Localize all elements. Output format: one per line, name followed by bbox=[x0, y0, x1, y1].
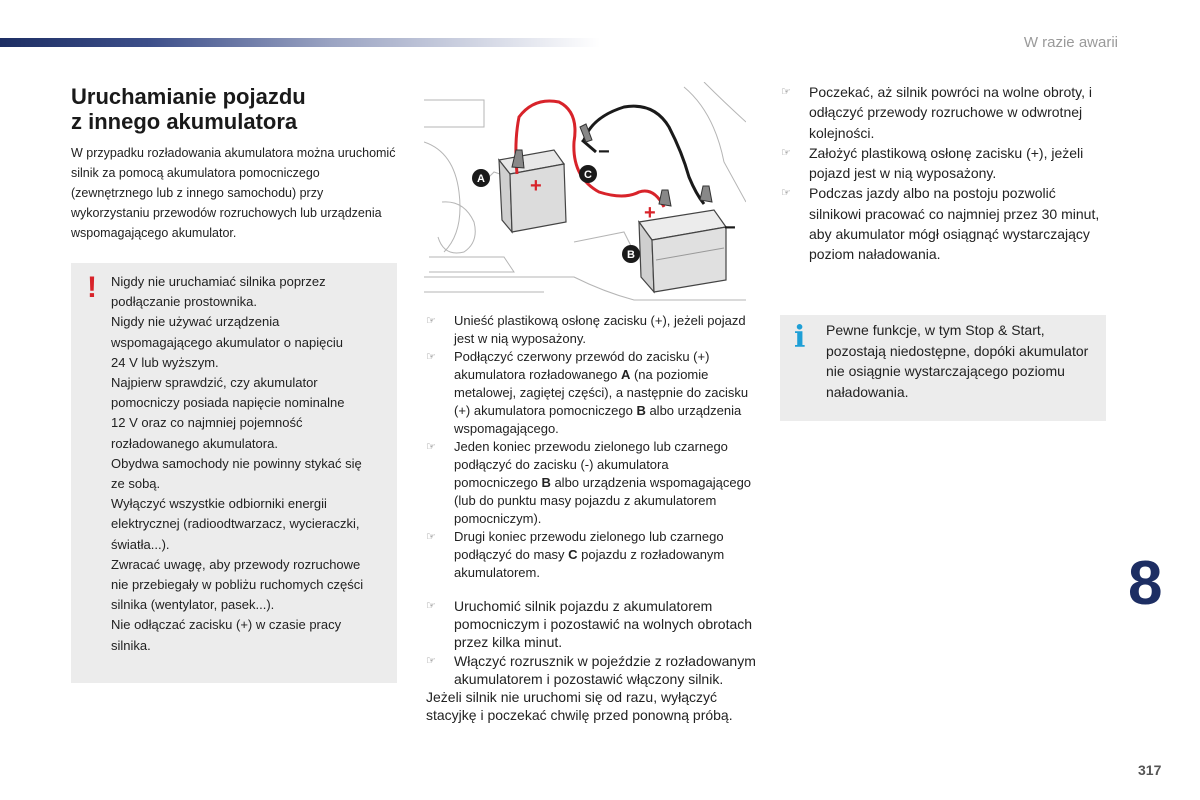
step-item bbox=[781, 183, 1101, 264]
step-text: Drugi koniec przewodu zielonego lub czarnego podłączyć do masy bbox=[454, 529, 724, 562]
warning-line: rozładowanego akumulatora. bbox=[111, 435, 278, 451]
step-item bbox=[426, 597, 756, 652]
warning-line: ze sobą. bbox=[111, 476, 161, 492]
step-text: Założyć plastikową osłonę zacisku (+), jeżeli pojazd jest w nią wyposażony. bbox=[809, 144, 1084, 182]
warning-line: 24 V lub wyższym. bbox=[111, 354, 219, 370]
page-title bbox=[71, 84, 401, 134]
step-bold: A bbox=[620, 367, 631, 382]
warning-line: silnika (wentylator, pasek...). bbox=[111, 597, 275, 613]
exclamation-icon: ! bbox=[87, 271, 97, 304]
pointing-hand-icon: ☞ bbox=[426, 441, 436, 453]
step-item bbox=[781, 143, 1101, 184]
retry-note: Jeżeli silnik nie uruchomi się od razu, wyłączyć stacyjkę i poczekać chwilę przed ponowną próbą. bbox=[426, 689, 733, 724]
pointing-hand-icon: ☞ bbox=[426, 600, 436, 612]
step-item bbox=[781, 82, 1101, 143]
pointing-hand-icon: ☞ bbox=[426, 531, 436, 543]
minus-mark-b: − bbox=[724, 217, 736, 239]
steps-list bbox=[426, 312, 756, 582]
plus-mark-b: + bbox=[644, 202, 656, 224]
pointing-hand-icon: ☞ bbox=[426, 351, 436, 363]
step-text: pojazdu z rozładowanym akumulatorem. bbox=[454, 547, 725, 580]
warning-text bbox=[111, 272, 386, 656]
warning-line: Wyłączyć wszystkie odbiorniki energii bbox=[111, 496, 327, 512]
pointing-hand-icon: ☞ bbox=[426, 315, 436, 327]
warning-line: Nigdy nie uruchamiać silnika poprzez bbox=[111, 274, 326, 289]
step-text: Unieść plastikową osłonę zacisku (+), jeżeli pojazd jest w nią wyposażony. bbox=[454, 313, 746, 346]
jump-start-illustration bbox=[424, 82, 746, 304]
step-text: albo urządzenia wspomagającego (lub do punktu masy pojazdu z akumulatorem pomocniczym). bbox=[454, 475, 752, 526]
info-icon: i bbox=[794, 320, 806, 355]
step-text: albo urządzenia wspomagającego. bbox=[454, 403, 742, 436]
step-item bbox=[426, 348, 756, 438]
title-line-1: Uruchamianie pojazdu bbox=[71, 84, 306, 109]
warning-line: wspomagającego akumulator o napięciu bbox=[111, 334, 343, 350]
step-bold: B bbox=[636, 403, 646, 418]
info-text: Pewne funkcje, w tym Stop & Start, pozostają niedostępne, dopóki akumulator nie osiągnie wystarczającego poziomu naładowania. bbox=[826, 322, 1089, 400]
step-bold: C bbox=[568, 547, 578, 562]
chapter-number: 8 bbox=[1128, 549, 1163, 618]
step-text: (na poziomie metalowej, zagiętej części), a następnie do zacisku (+) akumulatora pomocniczego bbox=[454, 367, 749, 418]
steps-list-continued bbox=[426, 597, 756, 724]
step-text: Poczekać, aż silnik powróci na wolne obroty, i odłączyć przewody rozruchowe w odwrotnej kolejności. bbox=[809, 84, 1092, 141]
warning-line: Najpierw sprawdzić, czy akumulator bbox=[111, 375, 318, 391]
label-b: B bbox=[627, 249, 635, 261]
final-steps-list bbox=[781, 82, 1101, 265]
pointing-hand-icon: ☞ bbox=[781, 146, 791, 159]
warning-line: Obydwa samochody nie powinny stykać się bbox=[111, 455, 362, 471]
info-box bbox=[780, 315, 1106, 421]
plus-mark-a: + bbox=[530, 175, 542, 197]
pointing-hand-icon: ☞ bbox=[781, 86, 791, 98]
step-text: Jeden koniec przewodu zielonego lub czarnego podłączyć do zacisku (-) akumulatora pomocniczego bbox=[454, 439, 728, 490]
warning-line: światła...). bbox=[111, 536, 170, 552]
warning-box bbox=[71, 263, 397, 683]
step-item bbox=[426, 312, 756, 348]
warning-line: elektrycznej (radioodtwarzacz, wycieraczki, bbox=[111, 516, 360, 532]
step-item bbox=[426, 528, 756, 582]
header-bar bbox=[0, 38, 600, 47]
section-label: W razie awarii bbox=[1023, 34, 1118, 51]
minus-mark-c: − bbox=[598, 141, 610, 163]
label-a: A bbox=[477, 173, 485, 185]
step-item bbox=[426, 438, 756, 528]
warning-line: podłączanie prostownika. bbox=[111, 294, 257, 310]
warning-line: Nie odłączać zacisku (+) w czasie pracy bbox=[111, 617, 342, 633]
pointing-hand-icon: ☞ bbox=[426, 654, 436, 667]
warning-line: silnika. bbox=[111, 637, 151, 653]
step-item bbox=[426, 652, 756, 688]
warning-line: nie przebiegały w pobliżu ruchomych części bbox=[111, 577, 364, 593]
intro-paragraph: W przypadku rozładowania akumulatora można uruchomić silnik za pomocą akumulatora pomocniczego (zewnętrznego lub z innego samochodu) przy wykorzystaniu przewodów rozruchowych lub urządzenia wspomagającego akumulator. bbox=[71, 146, 396, 240]
step-text: Włączyć rozrusznik w pojeździe z rozładowanym akumulatorem i pozostawić włączony silnik. bbox=[454, 652, 756, 687]
warning-line: 12 V oraz co najmniej pojemność bbox=[111, 415, 303, 431]
page-number: 317 bbox=[1138, 762, 1162, 778]
step-bold: B bbox=[541, 475, 551, 490]
step-text: Podłączyć czerwony przewód do zacisku (+) akumulatora rozładowanego bbox=[454, 349, 710, 382]
warning-line: Nigdy nie używać urządzenia bbox=[111, 314, 280, 330]
title-line-2: z innego akumulatora bbox=[71, 109, 298, 134]
warning-line: pomocniczy posiada napięcie nominalne bbox=[111, 395, 345, 411]
pointing-hand-icon: ☞ bbox=[781, 187, 791, 200]
step-text: Uruchomić silnik pojazdu z akumulatorem pomocniczym i pozostawić na wolnych obrotach przez kilka minut. bbox=[454, 598, 753, 651]
label-c: C bbox=[584, 169, 592, 181]
warning-line: Zwracać uwagę, aby przewody rozruchowe bbox=[111, 556, 361, 572]
black-cable-clamp-c bbox=[582, 140, 596, 152]
step-text: Podczas jazdy albo na postoju pozwolić silnikowi pracować co najmniej przez 30 minut, aby akumulator mógł osiągnąć wystarczający poziom naładowania. bbox=[809, 185, 1100, 263]
